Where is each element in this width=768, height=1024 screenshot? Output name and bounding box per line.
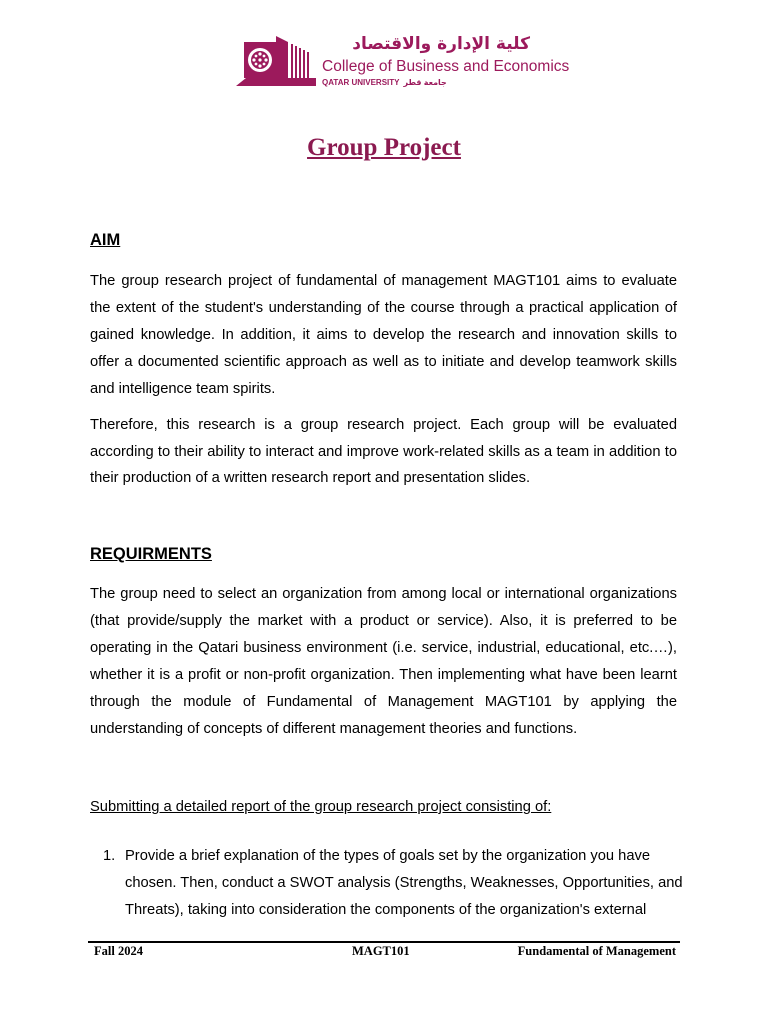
footer-divider [88, 941, 680, 943]
list-item-number: 1. [103, 848, 116, 864]
college-logo [236, 32, 570, 92]
footer-course-name: Fundamental of Management [517, 944, 676, 958]
university-name-english: QATAR UNIVERSITY [322, 78, 400, 87]
aim-heading: AIM [90, 231, 121, 249]
requirements-paragraph: The group need to select an organization from among local or international organizations (that provide/supply the market with a product or service). Also, it is preferred to be operating in the Qatari business environment (i.e. service, industrial, educational, etc.…), whether it is a profit or non-profit organization. Then implementing what have been learnt through the module of Fundamental of Management MAGT101 by applying the understanding of concepts of different management theories and functions. [90, 586, 677, 737]
footer-course-code: MAGT101 [352, 944, 410, 958]
requirements-heading: REQUIRMENTS [90, 545, 212, 563]
page-title: Group Project [307, 134, 461, 161]
submission-heading: Submitting a detailed report of the group research project consisting of: [90, 799, 552, 815]
footer-term: Fall 2024 [94, 944, 143, 958]
aim-paragraph-2: Therefore, this research is a group research project. Each group will be evaluated according to their ability to interact and improve work-related skills as a team in addition to their production of a written research report and presentation slides. [90, 417, 677, 487]
aim-paragraph-1: The group research project of fundamental of management MAGT101 aims to evaluate the extent of the student's understanding of the course through a practical application of gained knowledge. In addition, it aims to develop the research and innovation skills to offer a documented scientific approach as well as to initiate and develop teamwork skills and intelligence team spirits. [90, 273, 677, 397]
university-name-arabic: جامعة قطر [403, 78, 447, 87]
college-name-english: College of Business and Economics [322, 58, 570, 75]
list-item-text: Provide a brief explanation of the types of goals set by the organization you have chosen. Then, conduct a SWOT analysis (Strengths, Weaknesses, Opportunities, and Threats), taking into consideration the components of the organization's external [125, 848, 683, 918]
college-name-arabic: كلية الإدارة والاقتصاد [352, 34, 530, 54]
university-name [322, 78, 451, 88]
college-emblem-icon [236, 32, 316, 88]
